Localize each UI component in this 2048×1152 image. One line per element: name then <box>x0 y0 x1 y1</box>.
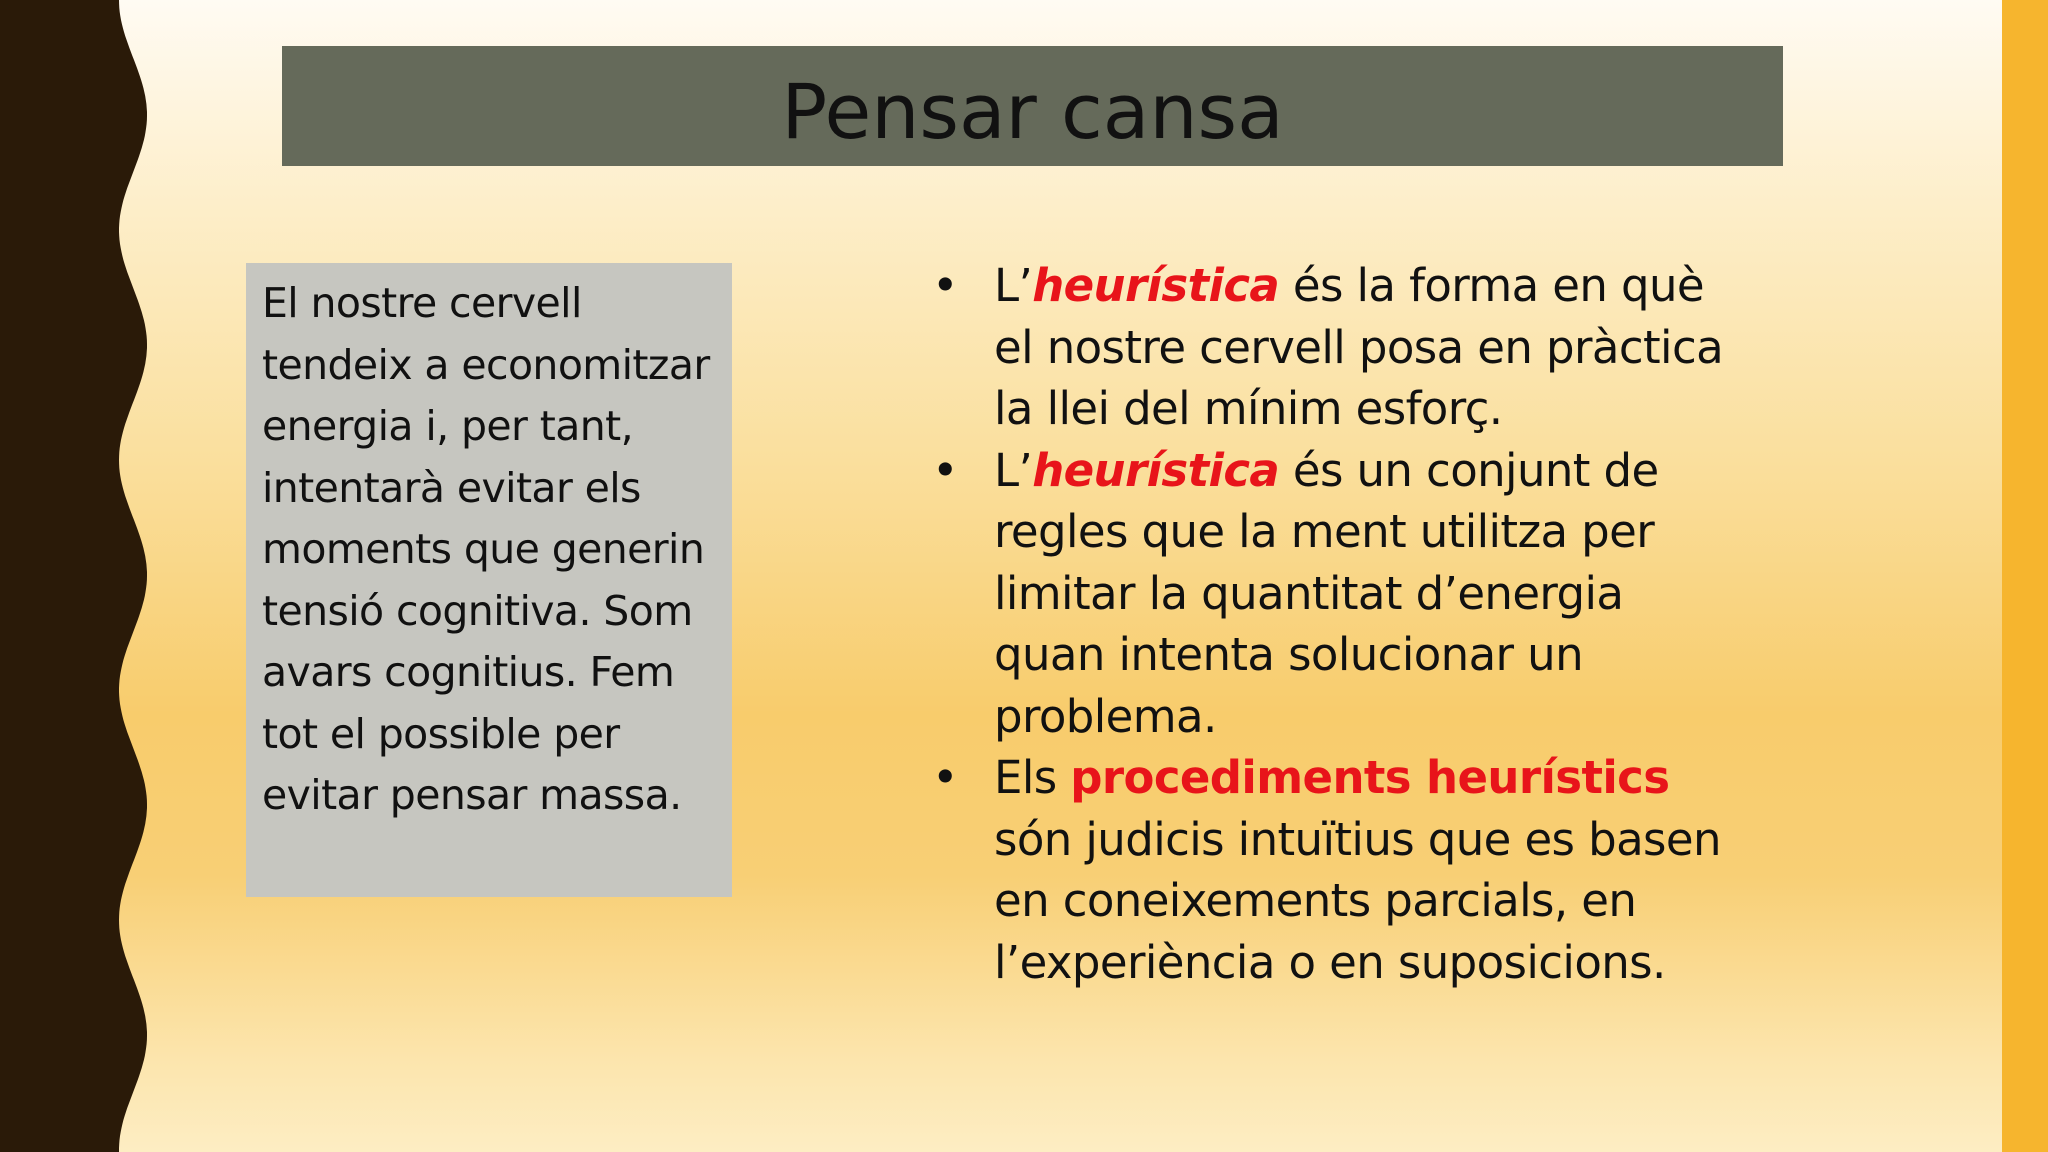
right-accent-bar <box>2002 0 2048 1152</box>
bullet-highlight: heurística <box>1032 443 1280 497</box>
bullet-dot: • <box>932 751 958 804</box>
bullet-dot: • <box>932 259 958 312</box>
bullet-prefix: L’ <box>994 259 1033 312</box>
bullet-text: és la forma en què el nostre cervell posa en pràctica la llei del mínim esforç. <box>994 259 1724 435</box>
slide-title: Pensar cansa <box>781 67 1284 156</box>
bullet-item <box>930 255 1730 440</box>
note-box <box>246 263 732 897</box>
bullet-prefix: L’ <box>994 443 1033 497</box>
bullet-highlight: procediments heurístics <box>1070 751 1670 804</box>
bullet-dot: • <box>932 443 958 497</box>
bullet-text: són judicis intuïtius que es basen en coneixements parcials, en l’experiència o en suposicions. <box>994 812 1721 989</box>
title-bar <box>282 46 1783 166</box>
bullet-item <box>930 747 1730 993</box>
bullet-item <box>930 440 1730 748</box>
bullet-highlight: heurística <box>1032 259 1280 312</box>
note-text: El nostre cervell tendeix a economitzar energia i, per tant, intentarà evitar els moments que generin tensió cognitiva. Som avars cognitius. Fem tot el possible per evitar pensar massa. <box>262 279 710 819</box>
bullet-prefix: Els <box>994 751 1071 804</box>
bullet-list <box>930 255 1730 993</box>
bullet-text: és un conjunt de regles que la ment utilitza per limitar la quantitat d’energia quan intenta solucionar un problema. <box>994 443 1659 743</box>
wavy-left-border <box>0 0 160 1152</box>
